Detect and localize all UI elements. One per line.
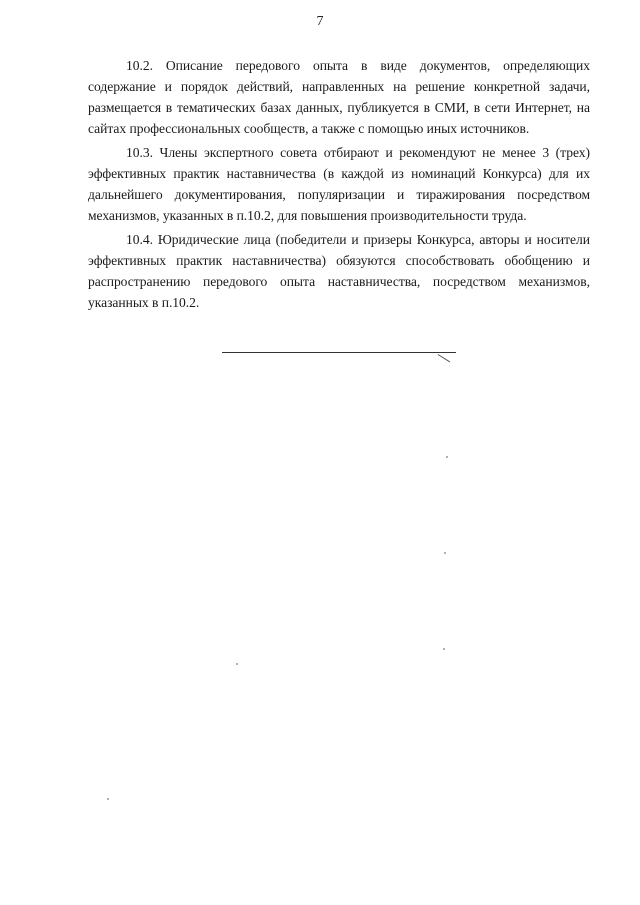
closing-rule-mark [438,354,450,362]
paragraph-10-4: 10.4. Юридические лица (победители и призеры Конкурса, авторы и носители эффективных практик наставничества) обязуются способствовать обобщению и распространению передового опыта наставничества, посредством механизмов, указанных в п.10.2. [88,232,590,310]
scan-speck [444,552,446,554]
scan-speck [446,456,448,458]
document-body [88,55,590,316]
paragraph-10-3: 10.3. Члены экспертного совета отбирают и рекомендуют не менее 3 (трех) эффективных практик наставничества (в каждой из номинаций Конкурса) для их дальнейшего документирования, популяризации и тиражирования посредством механизмов, указанных в п.10.2, для повышения производительности труда. [88,145,590,223]
scan-speck [443,648,445,650]
scan-speck [107,798,109,800]
paragraph-10-2: 10.2. Описание передового опыта в виде документов, определяющих содержание и порядок действий, направленных на решение конкретной задачи, размещается в тематических базах данных, публикуется в СМИ, в сети Интернет, на сайтах профессиональных сообществ, а также с помощью иных источников. [88,58,590,136]
page-number: 7 [316,14,324,29]
scan-speck [236,663,238,665]
closing-rule [222,352,456,353]
